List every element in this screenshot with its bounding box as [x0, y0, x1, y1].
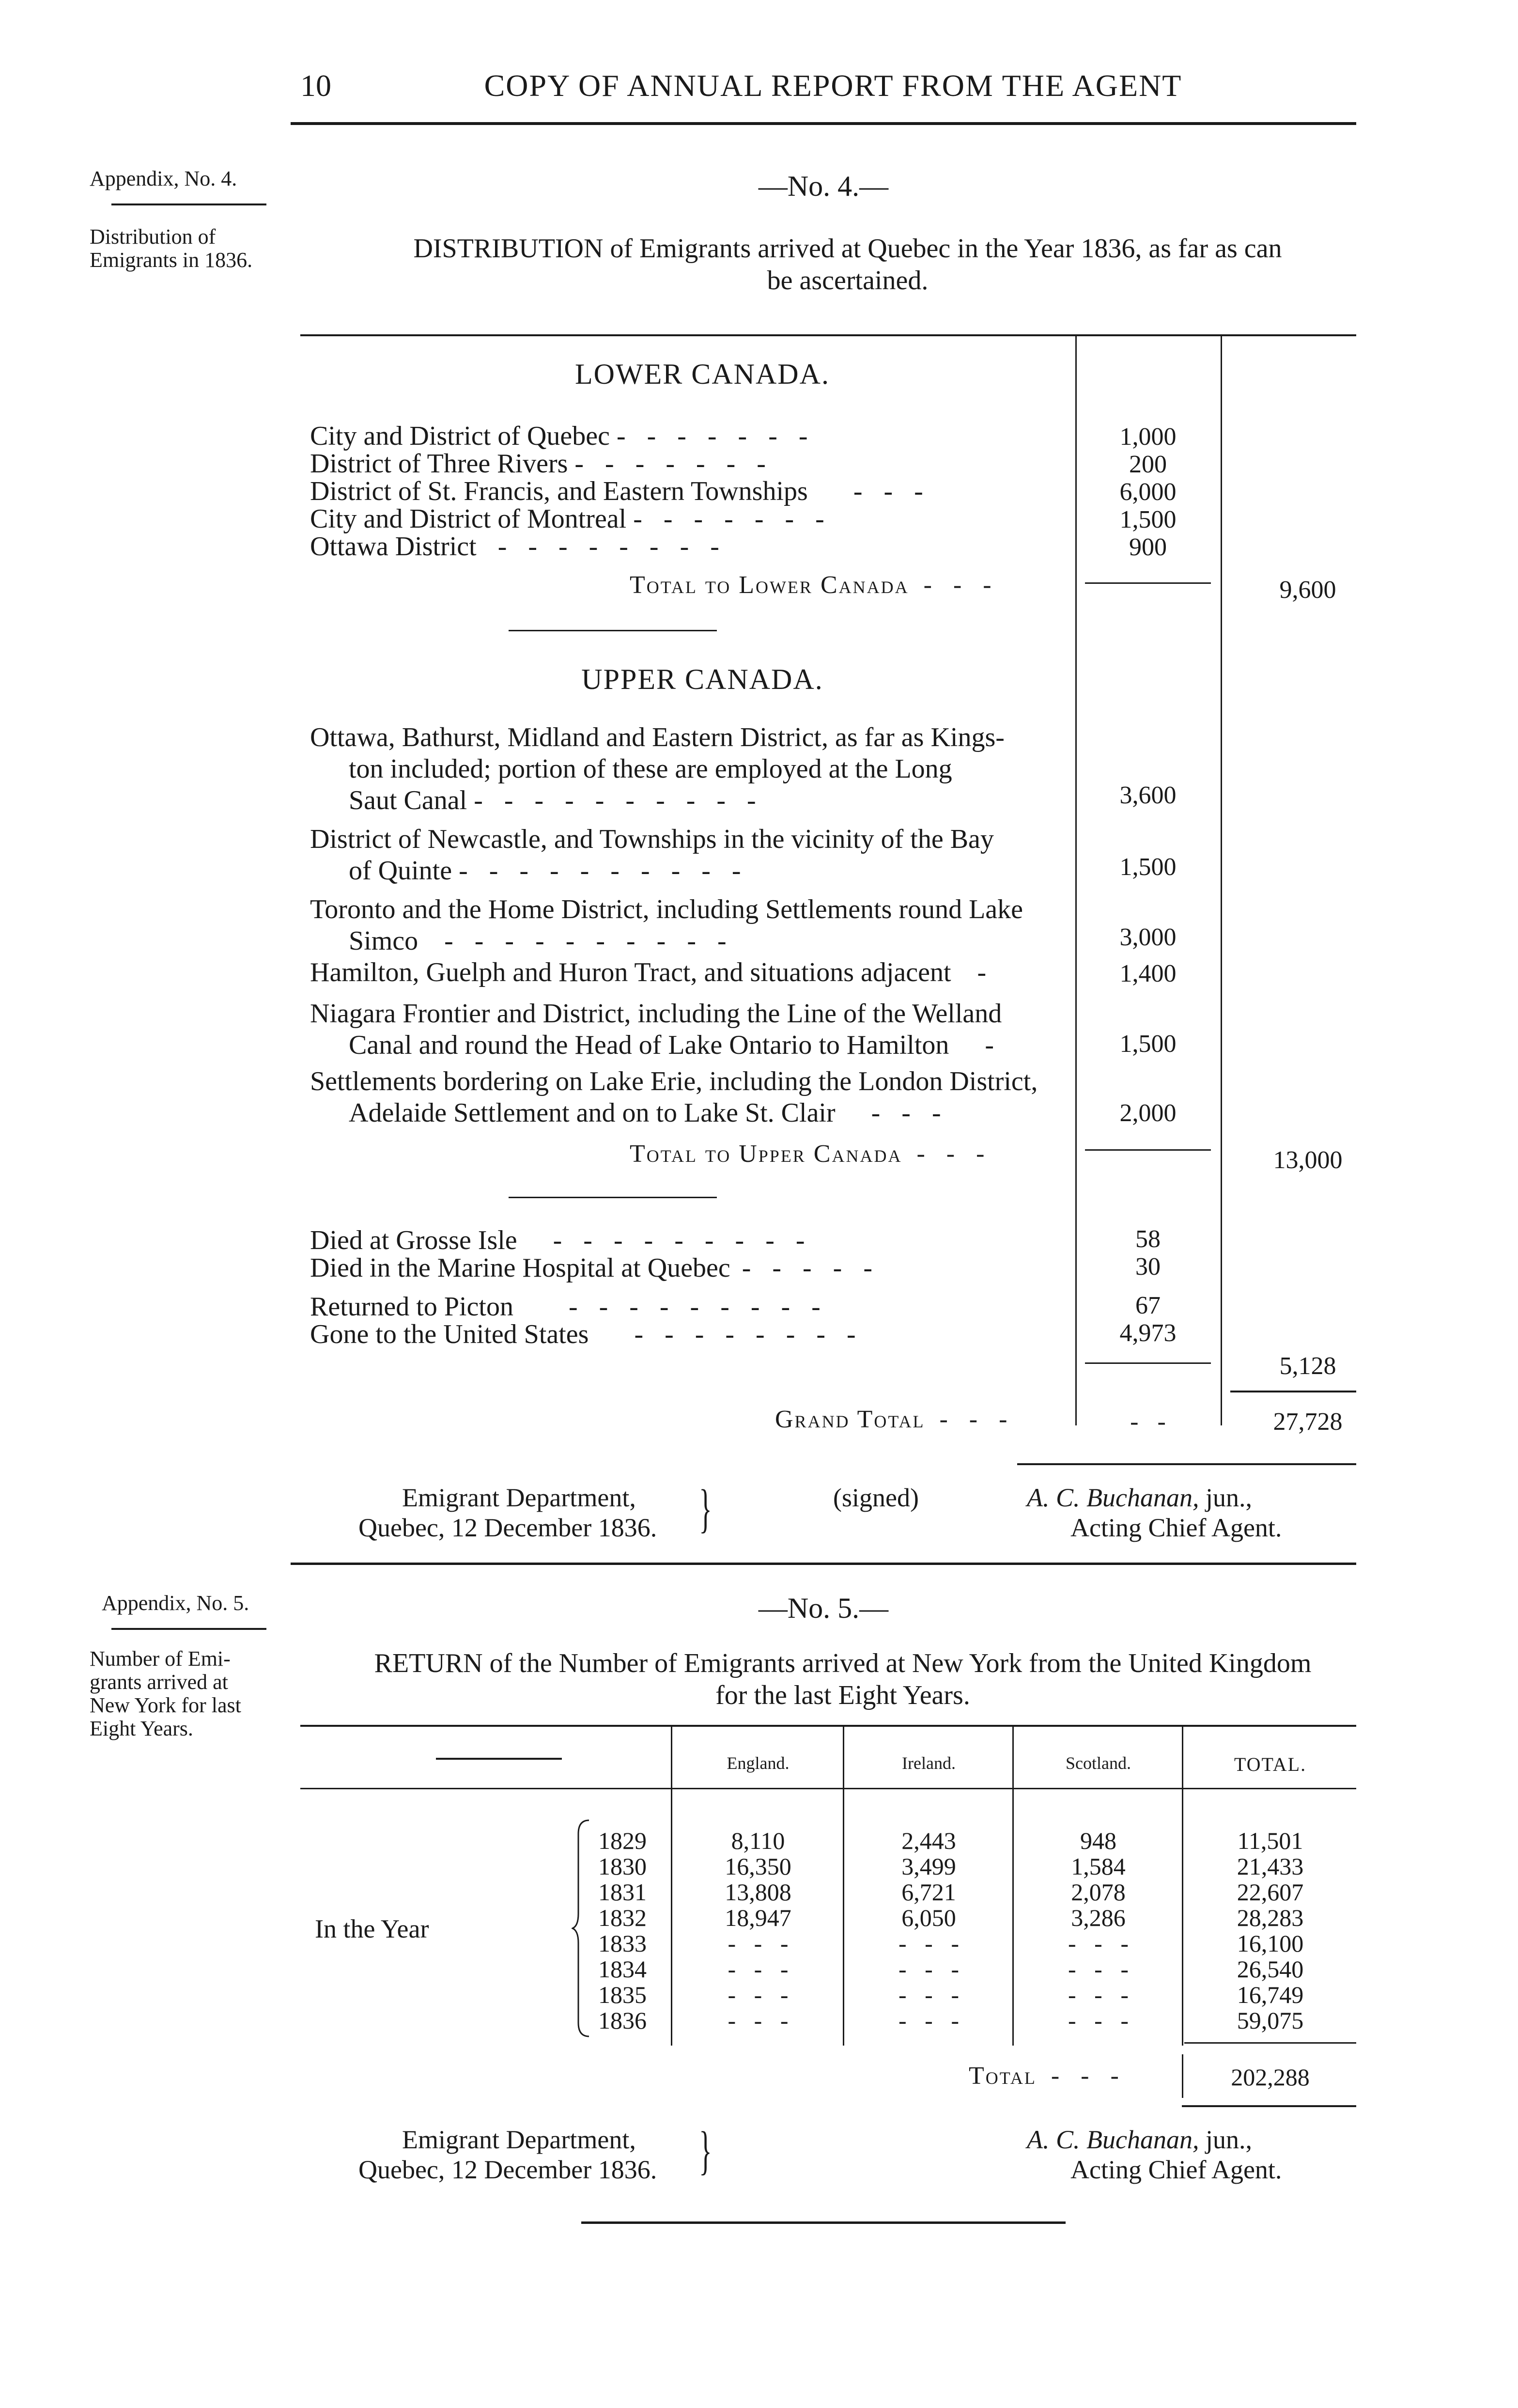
lower-canada-row: City and District of Quebec ------- — [310, 421, 829, 451]
lower-canada-row: District of St. Francis, and Eastern Townships --- — [310, 476, 945, 506]
england-cell: - - - — [728, 2007, 789, 2034]
table-4-bottom-rule — [1017, 1463, 1356, 1465]
table-4-number: —No. 4.— — [758, 170, 889, 202]
table-4-top-rule — [300, 334, 1356, 336]
ireland-cell: 6,721 — [901, 1878, 956, 1906]
year-cell: 1836 — [598, 2007, 647, 2034]
grand-total-dashes: - - — [1130, 1408, 1166, 1436]
table-5-header-rule — [300, 1788, 1356, 1789]
table-5-title: RETURN of the Number of Emigrants arrived at New York from the United Kingdom for the last Eight Years. — [374, 1648, 1312, 1710]
other-total-rule — [1085, 1362, 1211, 1364]
table-5-number: —No. 5.— — [758, 1592, 889, 1624]
england-cell: - - - — [728, 1930, 789, 1957]
upper-canada-value: 3,600 — [1119, 782, 1177, 809]
upper-canada-total-value: 13,000 — [1273, 1146, 1343, 1174]
upper-canada-row: Niagara Frontier and District, including the Line of the Welland Canal and round the Head of Lake Ontario to Hamilton - — [310, 999, 1016, 1060]
lower-canada-value: 900 — [1129, 533, 1167, 561]
column-header-scotland: Scotland. — [1066, 1753, 1131, 1773]
table-4-signer: A. C. Buchanan, jun., Acting Chief Agent. — [1027, 1483, 1282, 1542]
upper-canada-row: Ottawa, Bathurst, Midland and Eastern District, as far as Kings- ton included; portion of these are employed at the Long Saut Canal ---------- — [310, 722, 1005, 815]
lower-canada-total-value: 9,600 — [1279, 576, 1336, 604]
appendix-4-label: Appendix, No. 4. — [90, 167, 237, 190]
upper-canada-value: 3,000 — [1119, 923, 1177, 951]
column-header-england: England. — [727, 1753, 790, 1773]
total-cell: 59,075 — [1237, 2007, 1304, 2034]
year-cell: 1831 — [598, 1878, 647, 1906]
column-header-total: TOTAL. — [1234, 1753, 1307, 1775]
year-cell: 1829 — [598, 1827, 647, 1854]
scotland-cell: 3,286 — [1071, 1904, 1126, 1931]
section-divider — [509, 630, 717, 631]
table-5-col-rule — [671, 1726, 672, 2046]
brace-icon: } — [699, 1479, 712, 1538]
signed-note: (signed) — [833, 1483, 919, 1512]
lower-canada-value: 200 — [1129, 451, 1167, 478]
stub-header-rule — [436, 1758, 562, 1760]
scotland-cell: - - - — [1068, 1981, 1129, 2008]
appendix-5-topic: Number of Emi- grants arrived at New York for last Eight Years. — [90, 1647, 241, 1740]
appendix-4-topic: Distribution of Emigrants in 1836. — [90, 225, 253, 272]
other-value: 67 — [1135, 1292, 1161, 1319]
scotland-cell: 1,584 — [1071, 1853, 1126, 1880]
year-brace-icon — [572, 1819, 586, 2037]
running-title: COPY OF ANNUAL REPORT FROM THE AGENT — [484, 68, 1182, 103]
year-cell: 1834 — [598, 1955, 647, 1983]
other-row: Returned to Picton --------- — [310, 1292, 842, 1322]
column-header-ireland: Ireland. — [902, 1753, 956, 1773]
upper-canada-row: Hamilton, Guelph and Huron Tract, and situations adjacent - — [310, 957, 1008, 987]
header-rule — [291, 122, 1356, 125]
total-cell: 28,283 — [1237, 1904, 1304, 1931]
ireland-cell: 6,050 — [901, 1904, 956, 1931]
closing-rule — [581, 2221, 1066, 2224]
upper-canada-value: 1,500 — [1119, 1030, 1177, 1058]
ireland-cell: - - - — [898, 1981, 959, 2008]
year-cell: 1830 — [598, 1853, 647, 1880]
other-value: 30 — [1135, 1253, 1161, 1281]
scotland-cell: 2,078 — [1071, 1878, 1126, 1906]
england-cell: 13,808 — [725, 1878, 791, 1906]
england-cell: 18,947 — [725, 1904, 791, 1931]
lower-canada-total-rule — [1085, 582, 1211, 584]
grand-total-label: Grand Total --- — [775, 1406, 1029, 1433]
table-5-total-rule — [1184, 2042, 1356, 2044]
scotland-cell: - - - — [1068, 1955, 1129, 1983]
scotland-cell: - - - — [1068, 2007, 1129, 2034]
side-rule-5 — [111, 1628, 266, 1630]
table-4-col-rule-1 — [1075, 335, 1077, 1425]
ireland-cell: 3,499 — [901, 1853, 956, 1880]
lower-canada-total-label: Total to Lower Canada --- — [630, 571, 1013, 599]
section-divider — [509, 1197, 717, 1198]
upper-canada-total-label: Total to Upper Canada --- — [630, 1140, 1006, 1168]
total-cell: 16,749 — [1237, 1981, 1304, 2008]
lower-canada-row: City and District of Montreal ------- — [310, 504, 846, 534]
table-4-col-rule-2 — [1221, 335, 1222, 1425]
table-5-signer: A. C. Buchanan, jun., Acting Chief Agent. — [1027, 2125, 1282, 2184]
lower-canada-heading: LOWER CANADA. — [575, 358, 830, 390]
page-number: 10 — [300, 68, 331, 103]
year-cell: 1835 — [598, 1981, 647, 2008]
lower-canada-row: Ottawa District -------- — [310, 532, 741, 562]
england-cell: 16,350 — [725, 1853, 791, 1880]
year-cell: 1832 — [598, 1904, 647, 1931]
table-4-sign-place: Emigrant Department, Quebec, 12 December 1836. — [358, 1483, 657, 1542]
section-rule-5 — [291, 1563, 1356, 1565]
table-5-total-value: 202,288 — [1231, 2064, 1310, 2091]
table-5-bottom-rule — [1182, 2105, 1356, 2107]
upper-canada-row: District of Newcastle, and Townships in the vicinity of the Bay of Quinte ---------- — [310, 824, 994, 886]
upper-canada-value: 2,000 — [1119, 1099, 1177, 1127]
table-5-col-rule — [1182, 1726, 1183, 2046]
side-rule-4 — [111, 203, 266, 205]
table-5-top-rule — [300, 1725, 1356, 1727]
other-row: Died at Grosse Isle --------- — [310, 1225, 826, 1255]
other-value: 4,973 — [1119, 1319, 1177, 1347]
other-row: Gone to the United States -------- — [310, 1319, 877, 1349]
total-cell: 21,433 — [1237, 1853, 1304, 1880]
ireland-cell: - - - — [898, 1930, 959, 1957]
england-cell: 8,110 — [731, 1827, 785, 1854]
total-cell: 22,607 — [1237, 1878, 1304, 1906]
ireland-cell: - - - — [898, 1955, 959, 1983]
total-cell: 11,501 — [1237, 1827, 1303, 1854]
total-cell: 16,100 — [1237, 1930, 1304, 1957]
lower-canada-row: District of Three Rivers ------- — [310, 449, 787, 479]
appendix-5-label: Appendix, No. 5. — [102, 1591, 249, 1615]
england-cell: - - - — [728, 1955, 789, 1983]
table-5-total-label: Total --- — [969, 2062, 1140, 2090]
upper-canada-total-rule — [1085, 1149, 1211, 1151]
table-5-total-col-rule — [1182, 2054, 1183, 2098]
other-row: Died in the Marine Hospital at Quebec ----- — [310, 1253, 894, 1283]
year-cell: 1833 — [598, 1930, 647, 1957]
upper-canada-row: Settlements bordering on Lake Erie, including the London District, Adelaide Settlement and on to Lake St. Clair --- — [310, 1066, 1038, 1128]
grand-total-value: 27,728 — [1273, 1408, 1343, 1436]
upper-canada-value: 1,400 — [1119, 960, 1177, 987]
row-label-in-the-year: In the Year — [315, 1914, 429, 1943]
table-5-sign-place: Emigrant Department, Quebec, 12 December 1836. — [358, 2125, 657, 2184]
table-5-col-rule — [1012, 1726, 1014, 2046]
scotland-cell: 948 — [1080, 1827, 1116, 1854]
lower-canada-value: 1,000 — [1119, 423, 1177, 451]
grand-total-rule — [1230, 1391, 1356, 1392]
other-total-value: 5,128 — [1279, 1352, 1336, 1380]
upper-canada-row: Toronto and the Home District, including Settlements round Lake Simco ---------- — [310, 894, 1023, 956]
total-cell: 26,540 — [1237, 1955, 1304, 1983]
other-value: 58 — [1135, 1225, 1161, 1253]
scotland-cell: - - - — [1068, 1930, 1129, 1957]
england-cell: - - - — [728, 1981, 789, 2008]
brace-icon: } — [699, 2121, 712, 2180]
lower-canada-value: 1,500 — [1119, 506, 1177, 533]
upper-canada-value: 1,500 — [1119, 853, 1177, 881]
ireland-cell: - - - — [898, 2007, 959, 2034]
table-5-col-rule — [843, 1726, 844, 2046]
lower-canada-value: 6,000 — [1119, 478, 1177, 506]
upper-canada-heading: UPPER CANADA. — [581, 663, 823, 695]
table-4-title: DISTRIBUTION of Emigrants arrived at Quebec in the Year 1836, as far as can be ascertained. — [413, 234, 1282, 296]
ireland-cell: 2,443 — [901, 1827, 956, 1854]
